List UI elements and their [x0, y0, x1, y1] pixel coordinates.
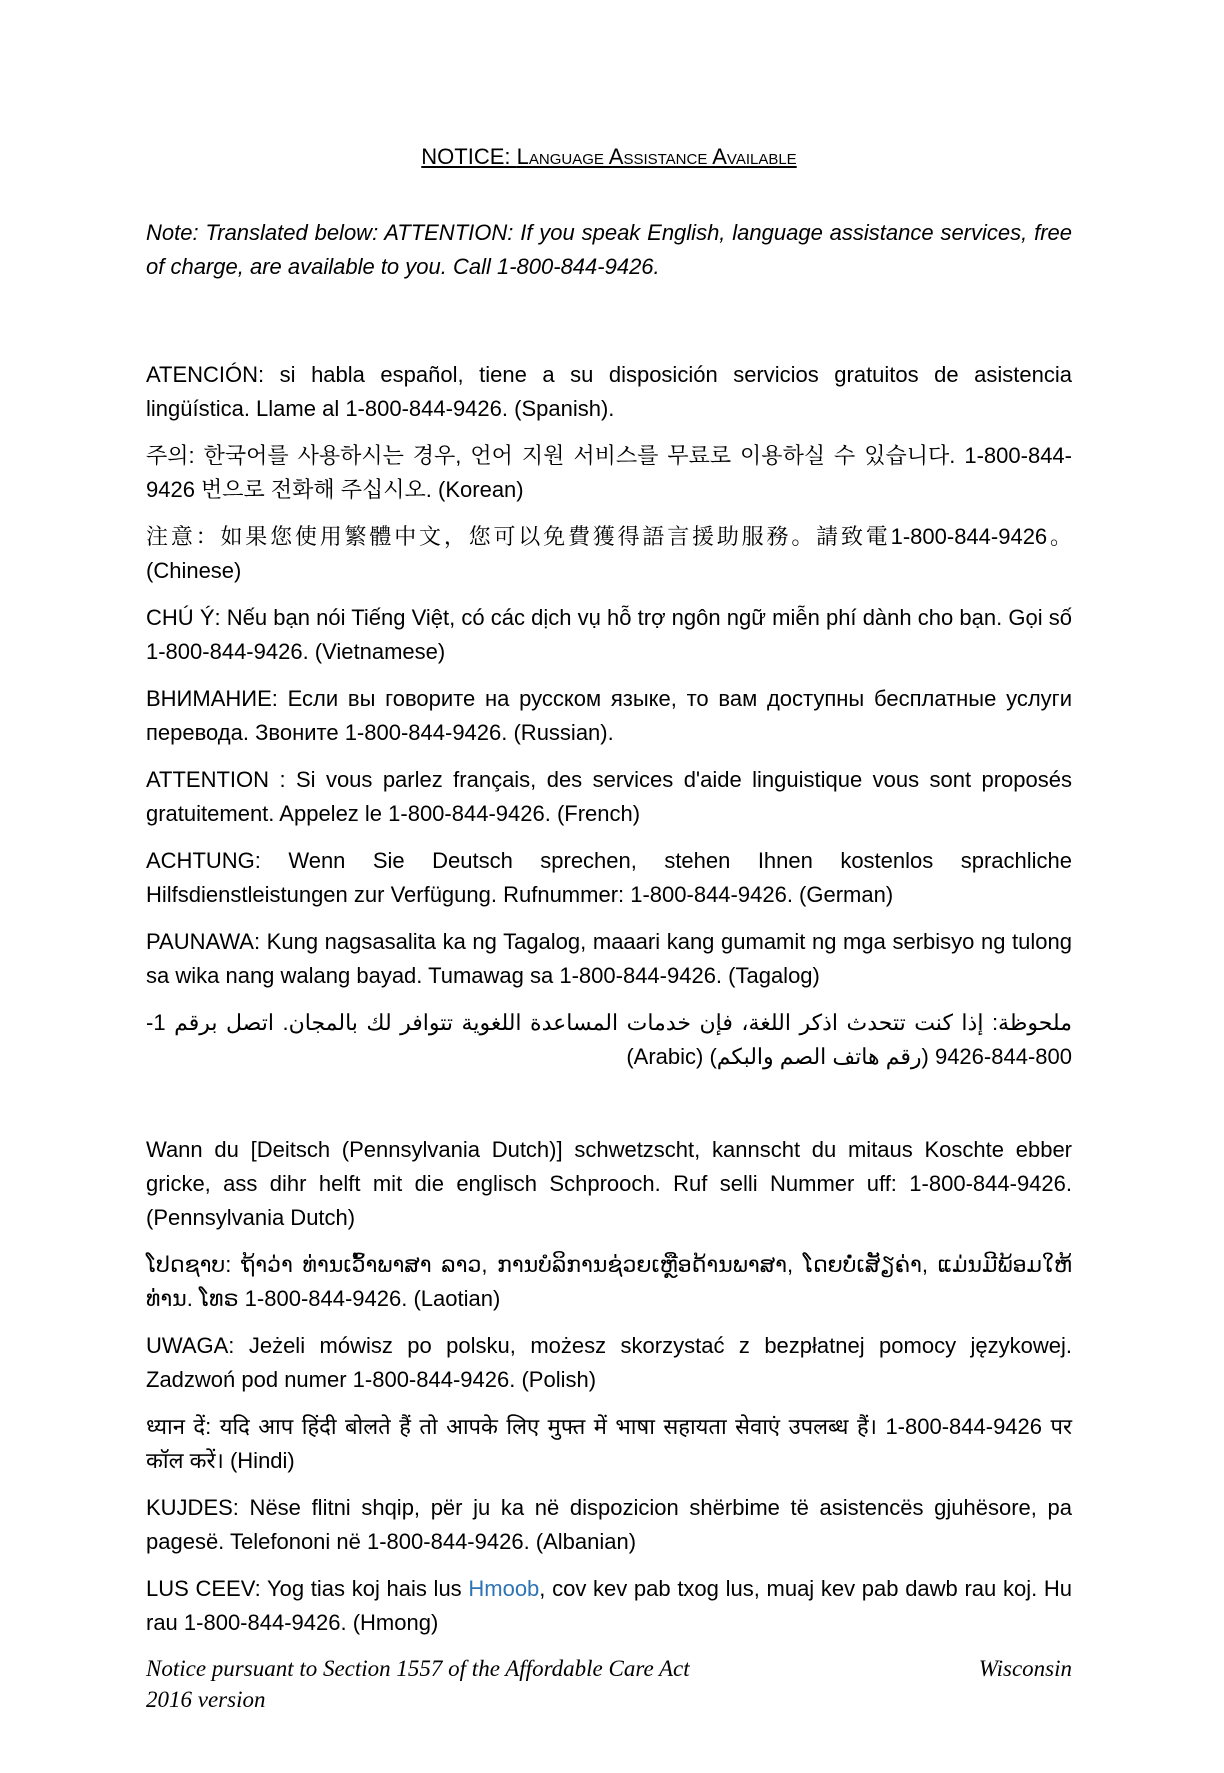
paragraph-french: ATTENTION : Si vous parlez français, des services d'aide linguistique vous sont proposés gratuitement. Appelez le 1-800-844-9426. (French) — [146, 767, 1072, 826]
paragraph-chinese: 注意：如果您使用繁體中文，您可以免費獲得語言援助服務。請致電1-800-844-9426。(Chinese) — [146, 524, 1072, 583]
page-footer — [146, 1653, 1072, 1715]
paragraph-arabic: ملحوظة: إذا كنت تتحدث اذكر اللغة، فإن خدمات المساعدة اللغوية تتوافر لك بالمجان. اتصل برقم 1-800-844-9426 (رقم هاتف الصم والبكم) (Arabic) — [146, 1010, 1072, 1069]
paragraph-tagalog: PAUNAWA: Kung nagsasalita ka ng Tagalog, maaari kang gumamit ng mga serbisyo ng tulong sa wika nang walang bayad. Tumawag sa 1-800-844-9426. (Tagalog) — [146, 929, 1072, 988]
paragraph-hmong-pre: LUS CEEV: Yog tias koj hais lus — [146, 1576, 469, 1601]
paragraph-russian: ВНИМАНИЕ: Если вы говорите на русском языке, то вам доступны бесплатные услуги перевода. Звоните 1-800-844-9426. (Russian). — [146, 686, 1072, 745]
english-attention-note: Note: Translated below: ATTENTION: If you speak English, language assistance services, free of charge, are available to you. Call 1-800-844-9426. — [146, 220, 1072, 279]
paragraph-polish: UWAGA: Jeżeli mówisz po polsku, możesz skorzystać z bezpłatnej pomocy językowej. Zadzwoń pod numer 1-800-844-9426. (Polish) — [146, 1333, 1072, 1392]
paragraph-hmong-highlight-word: Hmoob — [468, 1576, 540, 1601]
paragraph-spanish: ATENCIÓN: si habla español, tiene a su disposición servicios gratuitos de asistencia lingüística. Llame al 1-800-844-9426. (Spanish). — [146, 362, 1072, 421]
paragraph-pennsylvania-dutch: Wann du [Deitsch (Pennsylvania Dutch)] schwetzscht, kannscht du mitaus Koschte ebber gricke, ass dihr helft mit die englisch Schprooch. Ruf selli Nummer uff: 1-800-844-9426.(Pennsylvania Dutch) — [146, 1137, 1072, 1230]
footer-version-line: 2016 version — [146, 1687, 266, 1712]
footer-notice-line: Notice pursuant to Section 1557 of the Affordable Care Act — [146, 1656, 690, 1681]
paragraph-hindi: ध्यान दें: यदि आप हिंदी बोलते हैं तो आपके लिए मुफ्त में भाषा सहायता सेवाएं उपलब्ध हैं। 1-800-844-9426 पर कॉल करें। (Hindi) — [146, 1414, 1072, 1473]
paragraph-laotian: ໂປດຊາບ: ຖ້າວ່າ ທ່ານເວົ້າພາສາ ລາວ, ການບໍລິການຊ່ວຍເຫຼືອດ້ານພາສາ, ໂດຍບໍ່ເສັຽຄ່າ, ແມ່ນມີພ້ອມໃຫ້ທ່ານ. ໂທຣ 1-800-844-9426. (Laotian) — [146, 1252, 1072, 1311]
paragraph-vietnamese: CHÚ Ý: Nếu bạn nói Tiếng Việt, có các dịch vụ hỗ trợ ngôn ngữ miễn phí dành cho bạn. Gọi số 1-800-844-9426. (Vietnamese) — [146, 605, 1072, 664]
footer-state-label: Wisconsin — [978, 1656, 1072, 1681]
paragraph-korean: 주의: 한국어를 사용하시는 경우, 언어 지원 서비스를 무료로 이용하실 수 있습니다. 1-800-844-9426 번으로 전화해 주십시오. (Korean) — [146, 443, 1072, 502]
page-title-main: Language Assistance Available — [516, 144, 797, 169]
paragraph-hmong — [146, 1572, 1072, 1640]
paragraph-german: ACHTUNG: Wenn Sie Deutsch sprechen, stehen Ihnen kostenlos sprachliche Hilfsdienstleistungen zur Verfügung. Rufnummer: 1-800-844-9426. (German) — [146, 848, 1072, 907]
page-title — [146, 140, 1072, 174]
footer-left — [146, 1653, 690, 1715]
paragraph-albanian: KUJDES: Nëse flitni shqip, për ju ka në dispozicion shërbime të asistencës gjuhësore, pa pagesë. Telefononi në 1-800-844-9426. (Albanian) — [146, 1495, 1072, 1554]
paragraph-hmong-post: , cov kev pab txog lus, muaj kev pab dawb rau koj. Hu rau 1-800-844-9426. (Hmong) — [146, 1576, 1072, 1635]
page-title-prefix: NOTICE: — [421, 144, 517, 169]
